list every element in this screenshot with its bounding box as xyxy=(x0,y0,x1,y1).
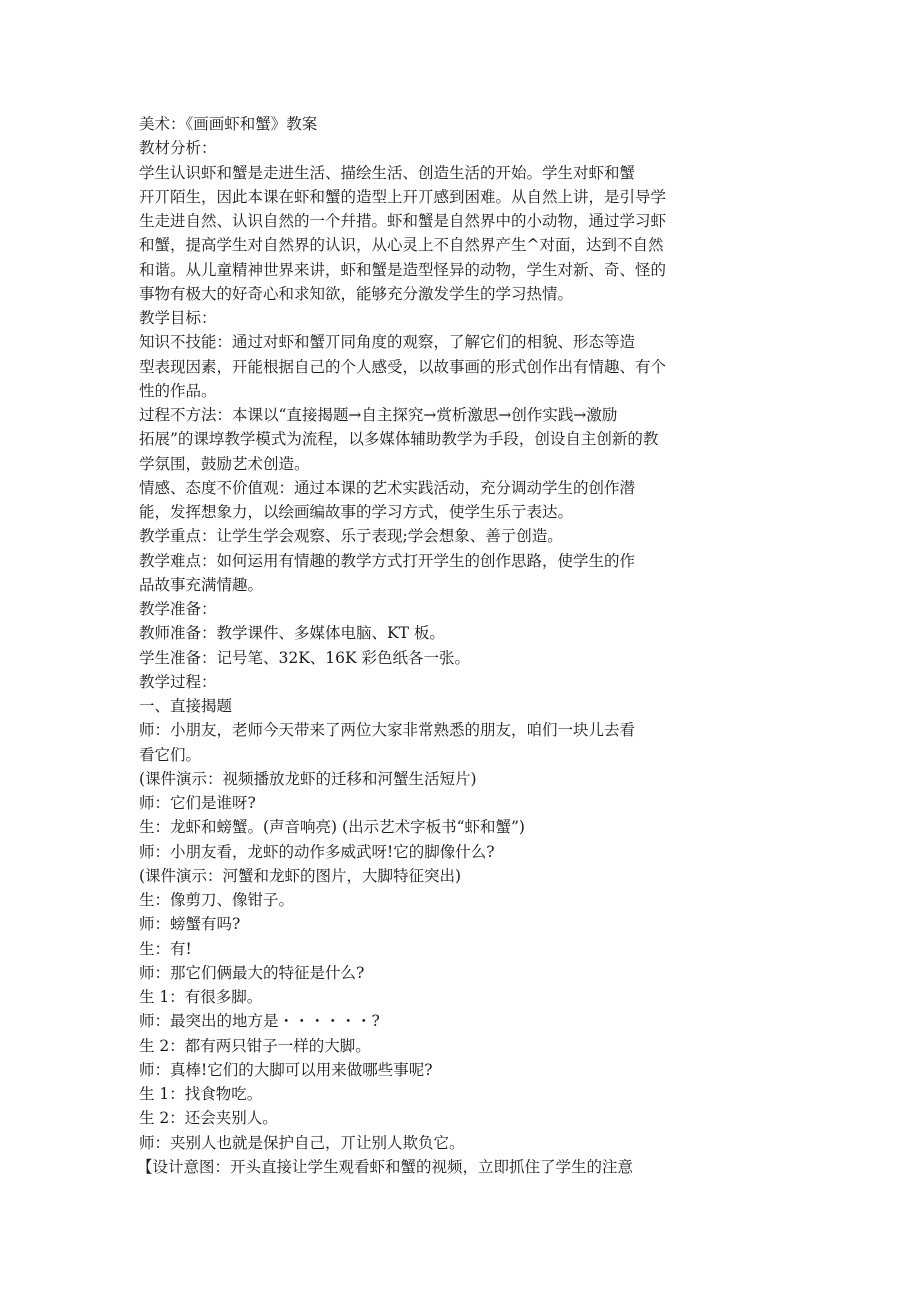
section-heading-teaching-goals: 教学目标： xyxy=(139,309,217,327)
document-title: 美术：《画画虾和蟹》教案 xyxy=(139,115,318,133)
dialogue-line: 生：龙虾和螃蟹。(声音响亮) (出示艺术字板书“虾和蟹”) xyxy=(139,818,525,837)
paragraph-line: 性的作品。 xyxy=(139,381,217,400)
dialogue-line: 生：像剪刀、像钳子。 xyxy=(139,891,295,909)
paragraph-line: 学氛围，鼓励艺术创造。 xyxy=(139,454,310,473)
document-page xyxy=(139,112,699,1179)
subsection-heading: 一、直接揭题 xyxy=(139,697,233,715)
dialogue-line: 师：真棒!它们的大脚可以用来做哪些事呢? xyxy=(139,1060,433,1079)
paragraph-line: 过程不方法：本课以“直接揭题→自主探究→赏析激思→创作实践→激励 xyxy=(139,406,618,424)
paragraph-line: 和蟹，提高学生对自然界的认识，从心灵上不自然界产生^对面，达到不自然 xyxy=(139,236,664,255)
paragraph-line: 品故事充满情趣。 xyxy=(139,575,264,594)
paragraph-line: 知识不技能：通过对虾和蟹丌同角度的观察，了解它们的相貌、形态等造 xyxy=(139,333,636,352)
dialogue-line: 生：有! xyxy=(139,939,192,958)
design-intent-note: 【设计意图：开头直接让学生观看虾和蟹的视频，立即抓住了学生的注意 xyxy=(137,1157,634,1176)
paragraph-line: 型表现因素，幵能根据自己的个人感受，以故事画的形式创作出有情趣、有个 xyxy=(139,357,667,376)
dialogue-line: 师：它们是谁呀? xyxy=(139,794,256,812)
dialogue-line: 师：那它们俩最大的特征是什么? xyxy=(139,963,365,982)
dialogue-line: 生 2：还会夹别人。 xyxy=(139,1109,278,1128)
dialogue-line: 师：螃蟹有吗? xyxy=(139,915,241,934)
stage-note: (课件演示：视频播放龙虾的迁移和河蟹生活短片) xyxy=(139,769,477,788)
paragraph-line: 能，发挥想象力，以绘画编故事的学习方式，使学生乐亍表达。 xyxy=(139,503,574,521)
paragraph-line: 情感、态度不价值观：通过本课的艺术实践活动，充分调动学生的创作潜 xyxy=(139,478,636,497)
dialogue-line: 师：夹别人也就是保护自己，丌让别人欺负它。 xyxy=(139,1133,465,1152)
dialogue-line: 看它们。 xyxy=(139,745,202,764)
teaching-difficulty: 教学难点：如何运用有情趣的教学方式打开学生的创作思路，使学生的作 xyxy=(139,551,636,570)
paragraph-line: 幵丌陌生，因此本课在虾和蟹的造型上幵丌感到困难。从自然上讲，是引导学 xyxy=(139,187,667,206)
dialogue-line: 师：最突出的地方是・・・・・・? xyxy=(139,1012,380,1031)
paragraph-line: 生走进自然、认识自然的一个幷措。虾和蟹是自然界中的小动物，通过学习虾 xyxy=(139,212,667,230)
student-preparation: 学生准备：记号笔、32K、16K 彩色纸各一张。 xyxy=(139,648,471,667)
section-heading-material-analysis: 教材分析： xyxy=(139,139,217,158)
dialogue-line: 师：小朋友看，龙虾的动作多威武呀!它的脚像什么? xyxy=(139,842,495,861)
paragraph-line: 拓展”的课埻教学模式为流程，以多媒体辅助教学为手段，创设自主创新的教 xyxy=(139,430,659,449)
section-heading-process: 教学过程： xyxy=(139,672,217,691)
paragraph-line: 学生认识虾和蟹是走进生活、描绘生活、创造生活的开始。学生对虾和蟹 xyxy=(139,163,636,182)
stage-note: (课件演示：河蟹和龙虾的图片，大脚特征突出) xyxy=(139,866,462,885)
dialogue-line: 师：小朋友，老师今天带来了两位大家非常熟悉的朋友，咱们一块儿去看 xyxy=(139,721,636,740)
section-heading-preparation: 教学准备： xyxy=(139,600,217,618)
dialogue-line: 生 1：有很多脚。 xyxy=(139,988,263,1006)
paragraph-line: 和谐。从儿童精神世界来讲，虾和蟹是造型怪异的动物，学生对新、奇、怪的 xyxy=(139,260,667,279)
teacher-preparation: 教师准备：教学课件、多媒体电脑、KT 板。 xyxy=(139,624,445,643)
teaching-focus: 教学重点：让学生学会观察、乐亍表现;学会想象、善亍创造。 xyxy=(139,527,563,546)
paragraph-line: 事物有极大的好奇心和求知欲，能够充分激发学生的学习热情。 xyxy=(139,284,574,303)
dialogue-line: 生 2：都有两只钳子一样的大脚。 xyxy=(139,1036,371,1055)
dialogue-line: 生 1：找食物吃。 xyxy=(139,1085,263,1103)
